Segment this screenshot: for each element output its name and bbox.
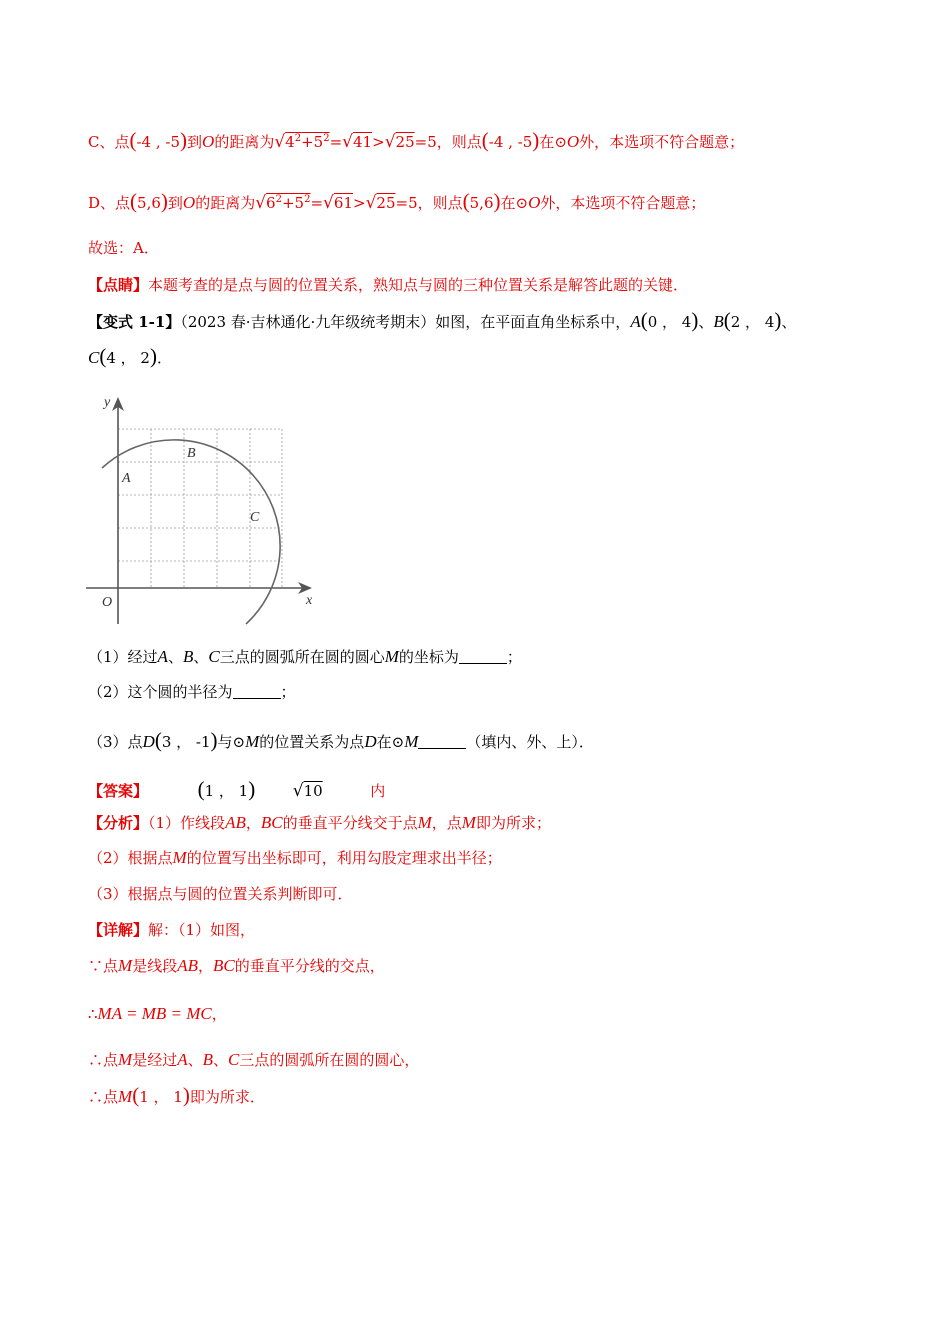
analysis-line-2: （2）根据点M的位置写出坐标即可，利用勾股定理求出半径；: [88, 848, 502, 867]
option-d-line: D、点(5,6)到O的距离为$√6^2+5^2=√61>√25=5$，则点(5,6)在⊙O外，本选项不符合题意；: [88, 189, 706, 213]
detail-line-4: ∴点M是经过A、B、C三点的圆弧所在圆的圆心，: [88, 1050, 420, 1069]
detail-line-1: 【详解】解：（1）如图，: [88, 921, 256, 939]
y-label: y: [104, 395, 111, 410]
answer-line: 【答案】 (1 ， 1) √10 内: [88, 777, 386, 801]
answer-blank-3[interactable]: [418, 734, 466, 749]
question-1: （1）经过A、B、C三点的圆弧所在圆的圆心M的坐标为 ；: [88, 647, 522, 666]
detail-line-3: ∴MA = MB = MC，: [88, 1004, 227, 1023]
analysis-line-3: （3）根据点与圆的位置关系判断即可．: [88, 885, 353, 903]
point-b-label: B: [187, 446, 196, 461]
variant-heading: 【变式 1-1】（2023 春·吉林通化·九年级统考期末）如图，在平面直角坐标系中，A(0 ， 4)、B(2 ， 4)、: [88, 308, 797, 332]
circle-arc: [102, 440, 280, 624]
answer-blank-1[interactable]: [459, 649, 507, 664]
comment-line: 【点睛】本题考查的是点与圆的位置关系，熟知点与圆的三种位置关系是解答此题的关键．: [88, 276, 689, 294]
option-c-line: C、点(-4 , -5)到O的距离为$√4^2+5^2=√41>√25=5$，则点(-4 , -5)在⊙O外，本选项不符合题意；: [88, 128, 745, 152]
question-3: （3）点D(3 ， -1)与⊙M的位置关系为点D在⊙M （填内、外、上）．: [88, 728, 594, 752]
point-a-label: A: [122, 471, 131, 486]
x-label: x: [306, 593, 313, 608]
grid: [118, 429, 282, 588]
detail-line-5: ∴点M(1 ， 1)即为所求．: [88, 1083, 265, 1107]
variant-heading-cont: C(4 ， 2)．: [88, 344, 172, 368]
question-2: （2）这个圆的半径为 ；: [88, 683, 296, 701]
analysis-line-1: 【分析】（1）作线段AB，BC的垂直平分线交于点M，点M即为所求；: [88, 813, 551, 832]
choice-line: 故选：A．: [88, 239, 159, 257]
answer-blank-2[interactable]: [233, 684, 281, 699]
coordinate-figure: [84, 388, 324, 628]
origin-label: O: [102, 595, 113, 610]
detail-line-2: ∵点M是线段AB，BC的垂直平分线的交点，: [88, 956, 385, 975]
point-c-label: C: [250, 510, 260, 525]
